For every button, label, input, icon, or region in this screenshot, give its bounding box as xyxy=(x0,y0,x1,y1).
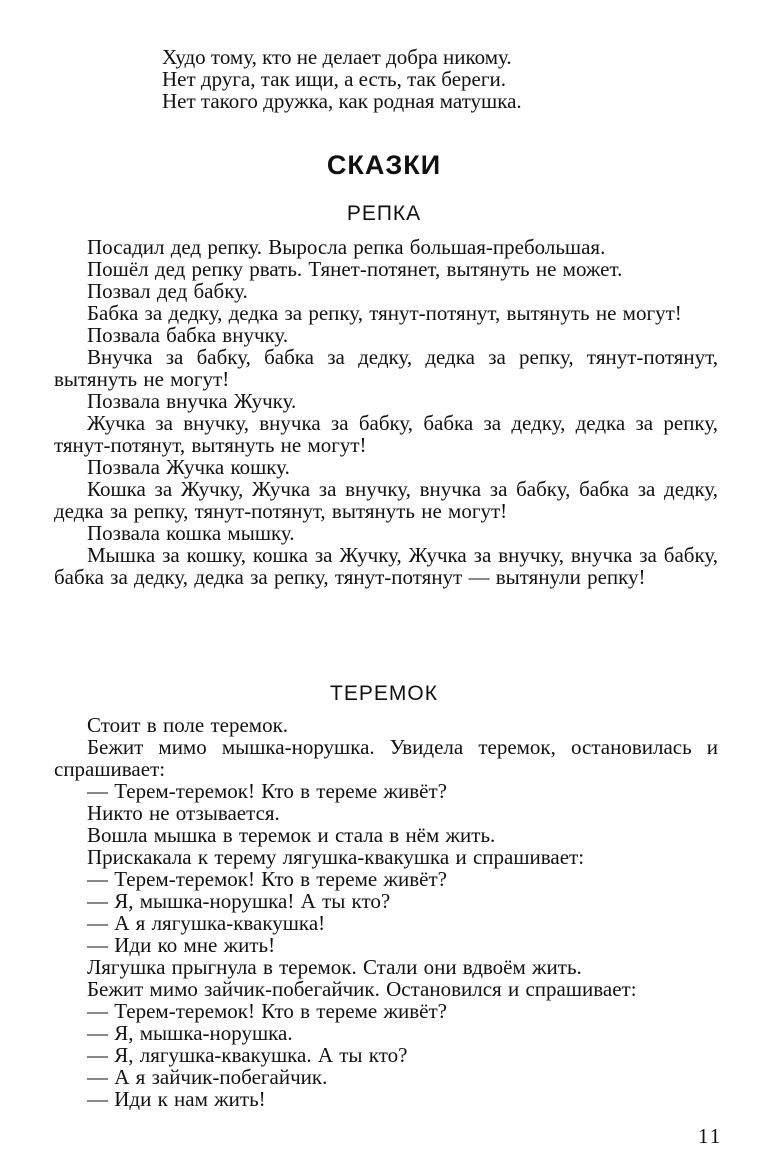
paragraph: Вошла мышка в теремок и стала в нём жить. xyxy=(87,823,496,847)
paragraph: Никто не отзывается. xyxy=(87,801,280,825)
section-title: СКАЗКИ xyxy=(326,150,442,180)
paragraph: Позвала Жучка кошку. xyxy=(87,455,290,479)
paragraph: Позвала бабка внучку. xyxy=(87,323,289,347)
paragraph: Позвала кошка мышку. xyxy=(87,521,295,545)
paragraph: Пошёл дед репку рвать. Тянет-потянет, вытянуть не может. xyxy=(87,257,623,281)
paragraph: Бабка за дедку, дедка за репку, тянут-потянут, вытянуть не могут! xyxy=(87,301,682,325)
paragraph: — Терем-теремок! Кто в тереме живёт? xyxy=(87,779,447,803)
paragraph: — Я, лягушка-квакушка. А ты кто? xyxy=(87,1043,408,1067)
paragraph: Посадил дед репку. Выросла репка большая-пребольшая. xyxy=(87,235,606,259)
paragraph: Мышка за кошку, кошка за Жучку, Жучка за внучку, внучка за бабку, бабка за дедку, дедка за репку, тянут-потянут — вытянули репку! xyxy=(54,543,718,589)
story-title-repka: РЕПКА xyxy=(346,202,422,225)
paragraph: — Иди к нам жить! xyxy=(87,1087,266,1111)
proverb-line: Нет друга, так ищи, а есть, так береги. xyxy=(162,67,506,91)
paragraph: Внучка за бабку, бабка за дедку, дедка за репку, тянут-потянут, вытянуть не могут! xyxy=(54,345,718,391)
paragraph: Стоит в поле теремок. xyxy=(87,713,289,737)
story-title-teremok: ТЕРЕМОК xyxy=(330,682,438,705)
paragraph: — Я, мышка-норушка. xyxy=(87,1021,293,1045)
paragraph: — А я лягушка-квакушка! xyxy=(87,911,326,935)
paragraph: Бежит мимо мышка-норушка. Увидела теремок, остановилась и спрашивает: xyxy=(54,735,718,781)
paragraph: — Терем-теремок! Кто в тереме живёт? xyxy=(87,867,447,891)
paragraph: Бежит мимо зайчик-побегайчик. Остановился и спрашивает: xyxy=(87,977,637,1001)
proverbs-block xyxy=(162,46,622,112)
paragraph: Позвала внучка Жучку. xyxy=(87,389,297,413)
paragraph: Кошка за Жучку, Жучка за внучку, внучка за бабку, бабка за дедку, дедка за репку, тянут-потянут, вытянуть не могут! xyxy=(54,477,718,523)
page-number: 11 xyxy=(698,1124,723,1148)
proverb-line: Нет такого дружка, как родная матушка. xyxy=(162,89,522,113)
story-body-teremok xyxy=(54,714,718,1110)
paragraph: — Иди ко мне жить! xyxy=(87,933,276,957)
paragraph: — Я, мышка-норушка! А ты кто? xyxy=(87,889,391,913)
proverb-line: Худо тому, кто не делает добра никому. xyxy=(162,45,512,69)
paragraph: — А я зайчик-побегайчик. xyxy=(87,1065,328,1089)
paragraph: Лягушка прыгнула в теремок. Стали они вдвоём жить. xyxy=(87,955,582,979)
story-body-repka xyxy=(54,236,718,588)
paragraph: Жучка за внучку, внучка за бабку, бабка за дедку, дедка за репку, тянут-потянут, вытянуть не могут! xyxy=(54,411,718,457)
paragraph: Прискакала к терему лягушка-квакушка и спрашивает: xyxy=(87,845,585,869)
paragraph: — Терем-теремок! Кто в тереме живёт? xyxy=(87,999,447,1023)
paragraph: Позвал дед бабку. xyxy=(87,279,248,303)
